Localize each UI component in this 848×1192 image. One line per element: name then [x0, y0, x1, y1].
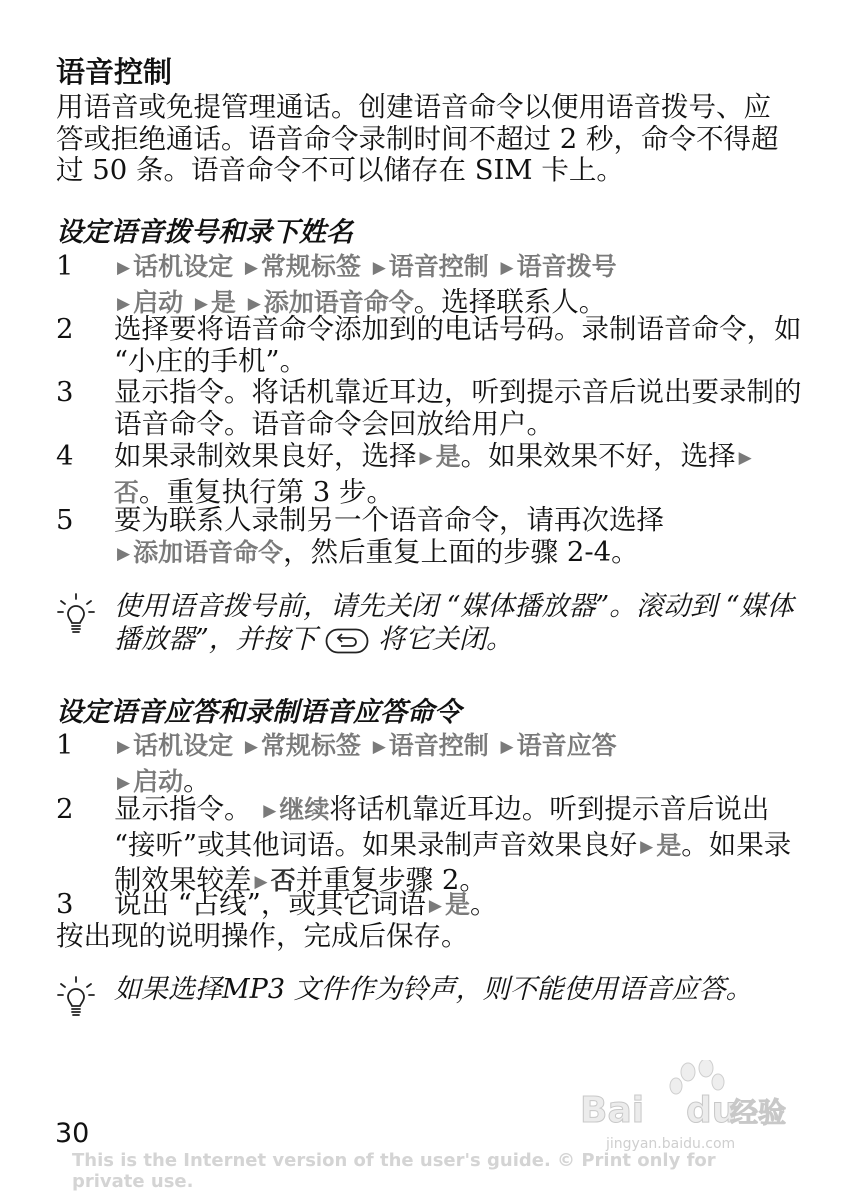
watermark-url: jingyan.baidu.com	[606, 1136, 736, 1152]
nav-link[interactable]: 常规标签	[260, 731, 361, 760]
nav-link[interactable]: 是	[444, 890, 470, 919]
nav-link[interactable]: 语音应答	[516, 731, 617, 760]
watermark-brand-cn: 经验	[730, 1096, 787, 1129]
nav-link[interactable]: 常规标签	[260, 252, 361, 281]
section2-heading: 设定语音应答和录制语音应答命令	[56, 697, 461, 728]
section1-step-3: 3 显示指令。将话机靠近耳边，听到提示音后说出要录制的语音命令。语音命令会回放给用户。	[56, 376, 802, 440]
arrow-icon: ▶	[117, 772, 131, 793]
page-title: 语音控制	[56, 55, 173, 89]
arrow-icon: ▶	[254, 872, 268, 892]
arrow-icon: ▶	[117, 293, 131, 314]
arrow-icon: ▶	[247, 293, 261, 314]
nav-link[interactable]: 话机设定	[133, 731, 234, 760]
arrow-icon: ▶	[117, 543, 131, 564]
nav-link[interactable]: 话机设定	[133, 252, 234, 281]
arrow-icon: ▶	[194, 293, 208, 314]
lightbulb-icon	[56, 975, 96, 1019]
section2-step-3: 3 说出 “占线”，或其它词语 ▶ 是。	[56, 888, 498, 920]
arrow-icon: ▶	[244, 258, 258, 278]
arrow-icon: ▶	[419, 448, 433, 468]
nav-link[interactable]: 是	[210, 287, 236, 317]
baidu-watermark	[580, 1060, 800, 1160]
section1-step-4: 4 如果录制效果良好，选择 ▶ 是。如果效果不好，选择 ▶否。重复执行第 3 步。	[56, 440, 752, 508]
nav-link[interactable]: 语音控制	[388, 252, 489, 281]
arrow-icon: ▶	[117, 258, 131, 278]
lightbulb-icon	[56, 592, 96, 636]
nav-link[interactable]: 添加语音命令	[263, 287, 414, 317]
section1-step-2: 2 选择要将语音命令添加到的电话号码。录制语音命令，如 “小庄的手机”。	[56, 313, 802, 377]
nav-link[interactable]: 否	[114, 477, 140, 507]
arrow-icon: ▶	[738, 448, 752, 468]
arrow-icon: ▶	[640, 836, 654, 857]
watermark-brand-left: Bai	[580, 1090, 645, 1131]
arrow-icon: ▶	[117, 737, 131, 757]
watermark-brand-right: du	[686, 1090, 738, 1131]
nav-link[interactable]: 是	[435, 442, 461, 471]
arrow-icon: ▶	[500, 737, 514, 757]
footer-notice: This is the Internet version of the user's guide. © Print only for private use.	[72, 1150, 716, 1192]
arrow-icon: ▶	[244, 737, 258, 757]
section2-step-2: 2 显示指令。 ▶ 继续将话机靠近耳边。听到提示音后说出 “接听”或其他词语。如果录制声音效果良好 ▶ 是。如果录制效果较差 ▶ 否并重复步骤 2。	[56, 793, 792, 896]
back-key-icon	[325, 628, 369, 654]
section1-step-1: 1 ▶ 话机设定 ▶ 常规标签 ▶ 语音控制 ▶ 语音拨号 ▶ 启动 ▶ 是 ▶ 添加语音命令。选择联系人。	[56, 250, 617, 318]
section2-step-1: 1 ▶ 话机设定 ▶ 常规标签 ▶ 语音控制 ▶ 语音应答 ▶ 启动。	[56, 729, 617, 797]
nav-link[interactable]: 是	[656, 830, 682, 860]
arrow-icon: ▶	[500, 258, 514, 278]
page-number: 30	[55, 1118, 90, 1149]
nav-link[interactable]: 否	[270, 866, 296, 895]
nav-link[interactable]: 启动	[133, 766, 184, 796]
intro-paragraph: 用语音或免提管理通话。创建语音命令以便用语音拨号、应答或拒绝通话。语音命令录制时间不超过 2 秒，命令不得超过 50 条。语音命令不可以储存在 SIM 卡上。	[56, 91, 779, 186]
arrow-icon: ▶	[372, 258, 386, 278]
outro-paragraph: 按出现的说明操作，完成后保存。	[56, 920, 469, 952]
tip-box-1: 使用语音拨号前，请先关闭 “媒体播放器”。滚动到 “媒体播放器”，并按下 将它关闭。	[56, 590, 796, 660]
nav-link[interactable]: 继续	[279, 795, 330, 824]
nav-link[interactable]: 启动	[133, 287, 184, 317]
arrow-icon: ▶	[428, 896, 442, 916]
arrow-icon: ▶	[263, 801, 277, 821]
tip-box-2: 如果选择MP3 文件作为铃声，则不能使用语音应答。	[56, 973, 796, 1043]
arrow-icon: ▶	[372, 737, 386, 757]
nav-link[interactable]: 语音控制	[388, 731, 489, 760]
nav-link[interactable]: 语音拨号	[516, 252, 617, 281]
section1-step-5: 5 要为联系人录制另一个语音命令，请再次选择 ▶ 添加语音命令，然后重复上面的步骤 2-4。	[56, 504, 664, 568]
section1-heading: 设定语音拨号和录下姓名	[56, 217, 353, 248]
nav-link[interactable]: 添加语音命令	[133, 537, 284, 567]
